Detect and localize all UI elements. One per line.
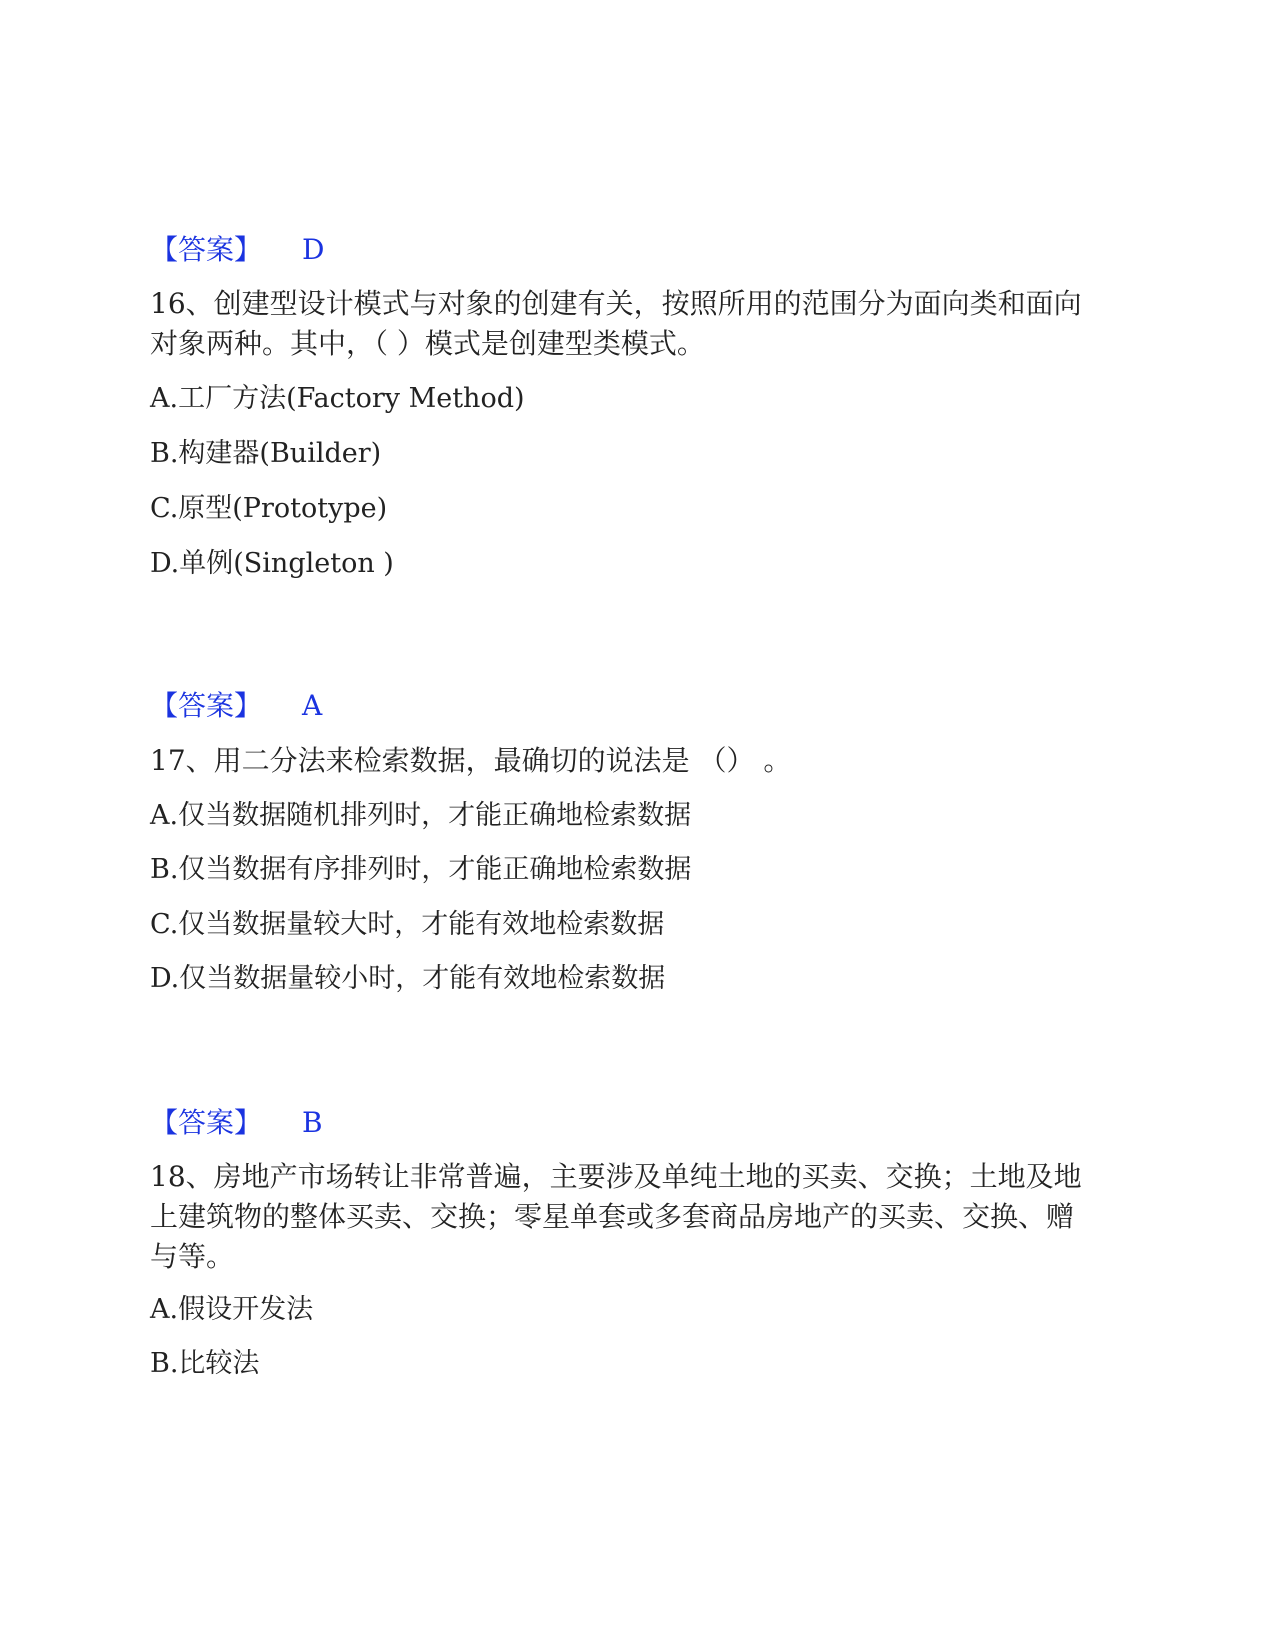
answer-label: 【答案】: [150, 233, 263, 266]
option-b: B.比较法: [150, 1348, 260, 1379]
answer-line: [150, 686, 322, 726]
option-b: B.仅当数据有序排列时，才能正确地检索数据: [150, 854, 692, 885]
question-line: 与等。: [150, 1240, 235, 1273]
question-18-stem: [150, 1157, 1115, 1277]
answer-value: D: [302, 233, 325, 266]
question-line: 16、创建型设计模式与对象的创建有关，按照所用的范围分为面向类和面向: [150, 287, 1082, 320]
option-c: C.仅当数据量较大时，才能有效地检索数据: [150, 909, 665, 940]
answer-label: 【答案】: [150, 689, 263, 722]
option-d: D.仅当数据量较小时，才能有效地检索数据: [150, 963, 666, 994]
option-a: A.仅当数据随机排列时，才能正确地检索数据: [150, 800, 692, 831]
question-16-stem: [150, 284, 1115, 364]
question-line: 18、房地产市场转让非常普遍，主要涉及单纯土地的买卖、交换；土地及地: [150, 1160, 1082, 1193]
answer-line: [150, 230, 324, 270]
question-line: 对象两种。其中，（ ）模式是创建型类模式。: [150, 327, 705, 360]
question-line: 上建筑物的整体买卖、交换；零星单套或多套商品房地产的买卖、交换、赠: [150, 1200, 1075, 1233]
option-a: A.假设开发法: [150, 1294, 314, 1325]
answer-value: B: [302, 1106, 323, 1139]
answer-label: 【答案】: [150, 1106, 263, 1139]
option-b: B.构建器(Builder): [150, 438, 382, 469]
answer-line: [150, 1103, 323, 1143]
option-d: D.单例(Singleton ): [150, 548, 394, 579]
question-line: 17、用二分法来检索数据，最确切的说法是 （） 。: [150, 744, 792, 777]
option-a: A.工厂方法(Factory Method): [150, 383, 525, 414]
question-17-stem: [150, 741, 1115, 781]
option-c: C.原型(Prototype): [150, 493, 388, 524]
answer-value: A: [302, 689, 323, 722]
